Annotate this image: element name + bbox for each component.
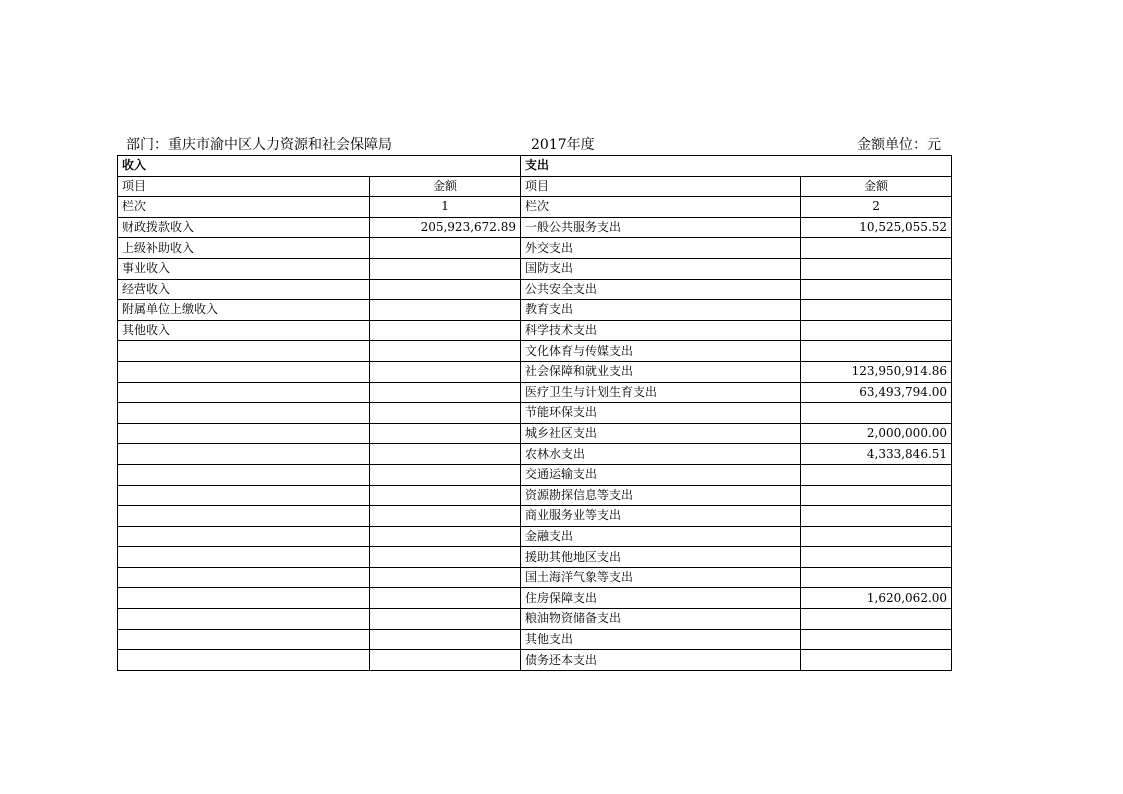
income-amount-cell: [370, 609, 521, 630]
income-amount-cell: [370, 485, 521, 506]
expense-amount-cell: 10,525,055.52: [801, 217, 952, 238]
expense-amount-cell: [801, 526, 952, 547]
income-amount-cell: [370, 423, 521, 444]
income-item-cell: [118, 444, 370, 465]
table-row: [118, 341, 952, 362]
income-section-title: 收入: [118, 156, 521, 177]
income-amount-cell: [370, 588, 521, 609]
table-row: [118, 588, 952, 609]
income-item-cell: [118, 547, 370, 568]
expense-item-cell: 农林水支出: [521, 444, 801, 465]
table-row: [118, 629, 952, 650]
expense-amount-cell: 4,333,846.51: [801, 444, 952, 465]
expense-amount-cell: [801, 464, 952, 485]
income-item-cell: [118, 464, 370, 485]
expense-item-cell: 国防支出: [521, 258, 801, 279]
expense-amount-cell: [801, 258, 952, 279]
expense-item-cell: 住房保障支出: [521, 588, 801, 609]
expense-item-cell: 节能环保支出: [521, 403, 801, 424]
income-amount-cell: [370, 464, 521, 485]
income-index-value: 1: [370, 197, 521, 218]
expense-item-cell: 城乡社区支出: [521, 423, 801, 444]
income-item-cell: [118, 506, 370, 527]
income-amount-cell: [370, 526, 521, 547]
table-row: [118, 547, 952, 568]
expense-item-cell: 其他支出: [521, 629, 801, 650]
expense-item-cell: 国土海洋气象等支出: [521, 567, 801, 588]
expense-section-title: 支出: [521, 156, 952, 177]
expense-amount-cell: [801, 629, 952, 650]
income-item-cell: 财政拨款收入: [118, 217, 370, 238]
table-row: [118, 650, 952, 671]
table-row: [118, 403, 952, 424]
table-row: [118, 506, 952, 527]
income-amount-cell: [370, 341, 521, 362]
income-amount-cell: 205,923,672.89: [370, 217, 521, 238]
expense-amount-cell: [801, 506, 952, 527]
expense-amount-cell: [801, 547, 952, 568]
expense-amount-cell: 2,000,000.00: [801, 423, 952, 444]
income-item-cell: [118, 567, 370, 588]
income-amount-cell: [370, 258, 521, 279]
income-amount-cell: [370, 650, 521, 671]
expense-amount-cell: [801, 279, 952, 300]
income-amount-cell: [370, 403, 521, 424]
expense-amount-cell: 1,620,062.00: [801, 588, 952, 609]
income-item-cell: [118, 382, 370, 403]
expense-amount-cell: [801, 485, 952, 506]
table-row: [118, 526, 952, 547]
expense-index-value: 2: [801, 197, 952, 218]
income-item-cell: 上级补助收入: [118, 238, 370, 259]
income-amount-header: 金额: [370, 176, 521, 197]
expense-amount-cell: 123,950,914.86: [801, 361, 952, 382]
table-row: [118, 444, 952, 465]
income-amount-cell: [370, 300, 521, 321]
income-item-cell: [118, 423, 370, 444]
expense-amount-cell: [801, 567, 952, 588]
column-index-row: [118, 197, 952, 218]
expense-amount-cell: [801, 320, 952, 341]
expense-item-cell: 粮油物资储备支出: [521, 609, 801, 630]
income-item-cell: [118, 341, 370, 362]
income-item-cell: [118, 485, 370, 506]
expense-item-cell: 科学技术支出: [521, 320, 801, 341]
amount-unit-label: 金额单位：元: [857, 137, 941, 153]
expense-amount-cell: [801, 403, 952, 424]
section-title-row: [118, 156, 952, 177]
table-row: [118, 609, 952, 630]
expense-amount-cell: 63,493,794.00: [801, 382, 952, 403]
income-item-cell: [118, 361, 370, 382]
income-index-label: 栏次: [118, 197, 370, 218]
expense-amount-cell: [801, 341, 952, 362]
report-year: 2017年度: [531, 137, 595, 153]
income-item-cell: [118, 588, 370, 609]
table-row: [118, 382, 952, 403]
report-header: [126, 134, 941, 154]
table-row: [118, 567, 952, 588]
expense-amount-cell: [801, 650, 952, 671]
income-item-cell: 事业收入: [118, 258, 370, 279]
income-expense-table: [117, 155, 952, 671]
income-item-cell: 经营收入: [118, 279, 370, 300]
income-item-cell: [118, 629, 370, 650]
income-amount-cell: [370, 506, 521, 527]
income-item-header: 项目: [118, 176, 370, 197]
expense-item-cell: 债务还本支出: [521, 650, 801, 671]
income-amount-cell: [370, 547, 521, 568]
expense-item-cell: 文化体育与传媒支出: [521, 341, 801, 362]
expense-item-cell: 援助其他地区支出: [521, 547, 801, 568]
table-row: [118, 238, 952, 259]
expense-item-cell: 金融支出: [521, 526, 801, 547]
expense-item-cell: 商业服务业等支出: [521, 506, 801, 527]
income-amount-cell: [370, 629, 521, 650]
expense-amount-cell: [801, 238, 952, 259]
income-amount-cell: [370, 238, 521, 259]
expense-item-cell: 外交支出: [521, 238, 801, 259]
table-row: [118, 464, 952, 485]
income-item-cell: [118, 650, 370, 671]
income-amount-cell: [370, 361, 521, 382]
expense-amount-header: 金额: [801, 176, 952, 197]
column-header-row: [118, 176, 952, 197]
table-row: [118, 485, 952, 506]
income-amount-cell: [370, 444, 521, 465]
income-amount-cell: [370, 567, 521, 588]
expense-item-cell: 资源勘探信息等支出: [521, 485, 801, 506]
table-row: [118, 279, 952, 300]
income-item-cell: 其他收入: [118, 320, 370, 341]
expense-item-cell: 公共安全支出: [521, 279, 801, 300]
income-item-cell: [118, 403, 370, 424]
expense-amount-cell: [801, 609, 952, 630]
expense-item-cell: 医疗卫生与计划生育支出: [521, 382, 801, 403]
expense-item-cell: 社会保障和就业支出: [521, 361, 801, 382]
income-item-cell: [118, 609, 370, 630]
income-amount-cell: [370, 320, 521, 341]
table-row: [118, 361, 952, 382]
income-item-cell: [118, 526, 370, 547]
expense-item-cell: 交通运输支出: [521, 464, 801, 485]
table-row: [118, 300, 952, 321]
department-label: 部门：重庆市渝中区人力资源和社会保障局: [126, 137, 392, 153]
income-item-cell: 附属单位上缴收入: [118, 300, 370, 321]
expense-item-cell: 一般公共服务支出: [521, 217, 801, 238]
table-row: [118, 423, 952, 444]
table-row: [118, 320, 952, 341]
table-row: [118, 217, 952, 238]
expense-index-label: 栏次: [521, 197, 801, 218]
expense-item-header: 项目: [521, 176, 801, 197]
income-amount-cell: [370, 382, 521, 403]
income-amount-cell: [370, 279, 521, 300]
expense-item-cell: 教育支出: [521, 300, 801, 321]
table-row: [118, 258, 952, 279]
expense-amount-cell: [801, 300, 952, 321]
